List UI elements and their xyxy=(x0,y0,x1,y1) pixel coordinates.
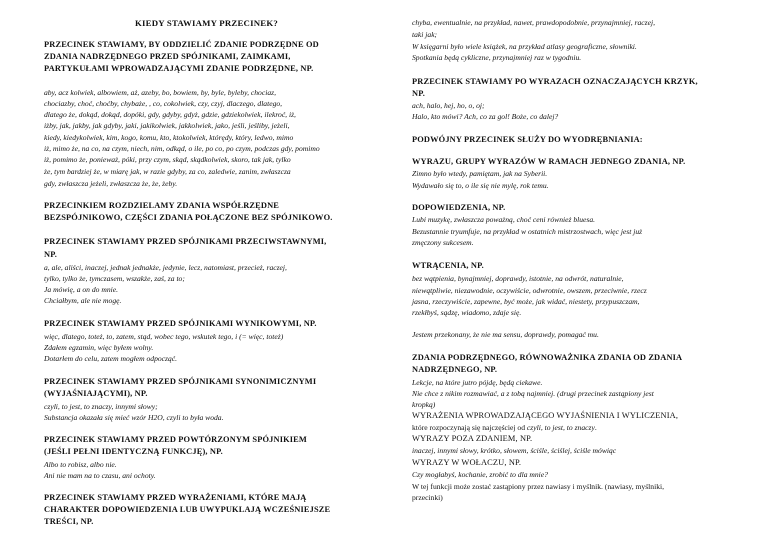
note-examples: czyli, to jest, to znaczy xyxy=(526,423,595,432)
example-sentence: Jestem przekonany, że nie ma sensu, doprawdy, pomagać mu. xyxy=(412,330,599,339)
conjunction-list: iżby, jak, jakby, jak gdyby, jaki, jakikolwiek, jakkolwiek, jako, jeśli, jeśliby, jeżeli, xyxy=(44,121,290,130)
section-heading: PRZECINKIEM ROZDZIELAMY ZDANIA WSPÓŁRZĘDNE xyxy=(44,201,280,210)
conjunction-list: chyba, ewentualnie, na przykład, nawet, prawdopodobnie, przynajmniej, raczej, xyxy=(412,18,655,27)
conjunction-list: ach, halo, hej, ho, o, oj; xyxy=(412,101,485,110)
conjunction-list: że, tym bardziej że, w miarę jak, w razie gdyby, za co, zaledwie, zanim, zwłaszcza xyxy=(44,167,291,176)
section-heading: WYRAZU, GRUPY WYRAZÓW W RAMACH JEDNEGO ZDANIA, NP. xyxy=(412,157,686,166)
conjunction-list: jasna, rzeczywiście, zapewne, być może, jak widać, niestety, przypuszczam, xyxy=(412,297,640,306)
subsection-heading: WYRAZY W WOŁACZU, NP. xyxy=(412,458,522,467)
note-period: . xyxy=(594,423,597,432)
section-heading: BEZSPÓJNIKOWO, CZĘŚCI ZDANIA POŁĄCZONE BEZ SPÓJNIKOWO. xyxy=(44,213,333,222)
section-heading: ZDANIA PODRZĘDNEGO, RÓWNOWAŻNIKA ZDANIA OD ZDANIA xyxy=(412,353,683,362)
section-heading: PRZECINEK STAWIAMY, BY ODDZIELIĆ ZDANIE PODRZĘDNE OD xyxy=(44,40,319,49)
section-heading: PARTYKUŁAMI WPROWADZAJĄCYMI ZDANIE PODRZĘDNE, NP. xyxy=(44,64,314,73)
example-sentence: Lubi muzykę, zwłaszcza poważną, choć ceni również bluesa. xyxy=(412,215,596,224)
conjunction-list: kiedy, kiedykolwiek, kim, kogo, komu, kto, ktokolwiek, którędy, który, ledwo, mimo xyxy=(44,133,294,142)
conjunction-list: aby, acz kolwiek, albowiem, aż, azeby, bo, bowiem, by, byle, byleby, chociaz, xyxy=(44,88,276,97)
page-title: KIEDY STAWIAMY PRZECINEK? xyxy=(135,18,278,28)
section-heading: (JEŚLI PEŁNI IDENTYCZNĄ FUNKCJĘ), NP. xyxy=(44,447,223,456)
section-heading: ZDANIA NADRZĘDNEGO PRZED SPÓJNIKAMI, ZAIMKAMI, xyxy=(44,52,291,61)
section-heading: WTRĄCENIA, NP. xyxy=(412,261,484,270)
example-sentence: Zdałem egzamin, więc byłem wolny. xyxy=(44,343,154,352)
section-heading: NP. xyxy=(44,250,57,259)
example-sentence: Ja mówię, a on do mnie. xyxy=(44,285,119,294)
conjunction-list: bez wątpienia, bynajmniej, doprawdy, istotnie, na odwrót, naturalnie, xyxy=(412,274,624,283)
note-text: przecinki) xyxy=(412,493,443,502)
section-heading: PODWÓJNY PRZECINEK SŁUŻY DO WYODRĘBNIANIA: xyxy=(412,135,643,144)
section-heading: CHARAKTER DOPOWIEDZENIA LUB UWYPUKLAJĄ WCZEŚNIEJSZE xyxy=(44,505,331,514)
example-sentence: Czy mogłabyś, kochanie, zrobić to dla mnie? xyxy=(412,470,548,479)
example-sentence: Spotkania będą cykliczne, przynajmniej raz w tygodniu. xyxy=(412,53,582,62)
example-sentence: Ani nie mam na to czasu, ani ochoty. xyxy=(44,471,156,480)
example-sentence: Bezustannie tryumfuje, na przykład w ostatnich mistrzostwach, więc jest już xyxy=(412,227,643,236)
example-sentence: Substancja okazała się mieć wzór H2O, czyli to była woda. xyxy=(44,413,224,422)
section-heading: (WYJAŚNIAJĄCYMI), NP. xyxy=(44,389,148,398)
conjunction-list: chociazby, choć, choćby, chybaże, , co, cokolwiek, czy, czyj, dlaczego, dlatego, xyxy=(44,99,283,108)
conjunction-list: więc, dlatego, toteż, to, zatem, stąd, wobec tego, wskutek tego, i (= więc, toteż) xyxy=(44,332,284,341)
subsection-heading: WYRAŻENIA WPROWADZAJĄCEGO WYJAŚNIENIA I WYLICZENIA, xyxy=(412,411,679,420)
conjunction-list: tylko, tylko że, tymczasem, wszakże, zaś, za to; xyxy=(44,274,185,283)
conjunction-list: dlatego że, dokąd, dokąd, dopóki, gdy, gdyby, gdyż, gdzie, gdziekolwiek, ilekroć, iż, xyxy=(44,110,296,119)
conjunction-list: iż, pomimo że, ponieważ, póki, przy czym, skąd, skądkolwiek, skoro, tak jak, tylko xyxy=(44,155,291,164)
example-sentence: Halo, kto mówi? Ach, co za gol! Boże, co dalej? xyxy=(412,112,559,121)
conjunction-list: a, ale, aliści, inaczej, jednak jednakże, jedynie, lecz, natomiast, przecież, raczej, xyxy=(44,263,287,272)
example-sentence: Nie chce z nikim rozmawiać, a z tobą najmniej. (drugi przecinek zastąpiony jest xyxy=(412,389,654,398)
example-sentence: Zimno było wtedy, pamiętam, jak na Syberii. xyxy=(412,169,548,178)
subsection-note xyxy=(412,424,597,432)
example-sentence: kropką) xyxy=(412,400,436,409)
section-heading: DOPOWIEDZENIA, NP. xyxy=(412,203,506,212)
example-sentence: Chciałbym, ale nie mogę. xyxy=(44,296,122,305)
example-sentence: W księgarni było wiele książek, na przykład atlasy geograficzne, słowniki. xyxy=(412,42,637,51)
conjunction-list: niewątpliwie, niezawodnie, oczywiście, odwrotnie, owszem, przeciwnie, rzecz xyxy=(412,286,647,295)
section-heading: PRZECINEK STAWIAMY PRZED SPÓJNIKAMI SYNONIMICZNYMI xyxy=(44,377,317,386)
section-heading: PRZECINEK STAWIAMY PRZED SPÓJNIKAMI WYNIKOWYMI, NP. xyxy=(44,319,317,328)
example-sentence: Dotarłem do celu, zatem mogłem odpocząć. xyxy=(44,354,178,363)
example-sentence: Albo to robisz, albo nie. xyxy=(44,460,117,469)
example-sentence: Wydawało się to, o ile się nie mylę, rok temu. xyxy=(412,181,549,190)
conjunction-list: taki jak; xyxy=(412,30,438,39)
example-sentence: Lekcje, na które jutro pójdę, będą ciekawe. xyxy=(412,378,543,387)
conjunction-list: inaczej, innymi słowy, krótko, słowem, ściśle, ściślej, ściśle mówiąc xyxy=(412,446,617,455)
conjunction-list: gdy, zwłaszcza jeżeli, zwłaszcza że, że, żeby. xyxy=(44,179,178,188)
subsection-heading: WYRAZY POZA ZDANIEM, NP. xyxy=(412,434,533,443)
conjunction-list: rzekłbyś, sądzę, wiadomo, zdaje się. xyxy=(412,308,522,317)
section-heading: PRZECINEK STAWIAMY PRZED SPÓJNIKAMI PRZECIWSTAWNYMI, xyxy=(44,237,327,246)
conjunction-list: iż, mimo że, na co, na czym, niech, nim, odkąd, o ile, po co, po czym, podczas gdy, pomimo xyxy=(44,144,320,153)
conjunction-list: czyli, to jest, to znaczy, innymi słowy; xyxy=(44,402,158,411)
section-heading: TREŚCI, NP. xyxy=(44,517,94,526)
section-heading: PRZECINEK STAWIAMY PRZED POWTÓRZONYM SPÓJNIKIEM xyxy=(44,435,307,444)
section-heading: PRZECINEK STAWIAMY PO WYRAZACH OZNACZAJĄCYCH KRZYK, xyxy=(412,77,698,86)
section-heading: PRZECINEK STAWIAMY PRZED WYRAŻENIAMI, KTÓRE MAJĄ xyxy=(44,493,307,502)
section-heading: NP. xyxy=(412,89,425,98)
note-text: które rozpoczynają się najczęściej od xyxy=(412,423,527,432)
example-sentence: zmęczony sukcesem. xyxy=(412,238,474,247)
note-text: W tej funkcji może zostać zastąpiony przez nawiasy i myślnik. (nawiasy, myślniki, xyxy=(412,482,665,491)
section-heading: NADRZĘDNEGO, NP. xyxy=(412,365,498,374)
